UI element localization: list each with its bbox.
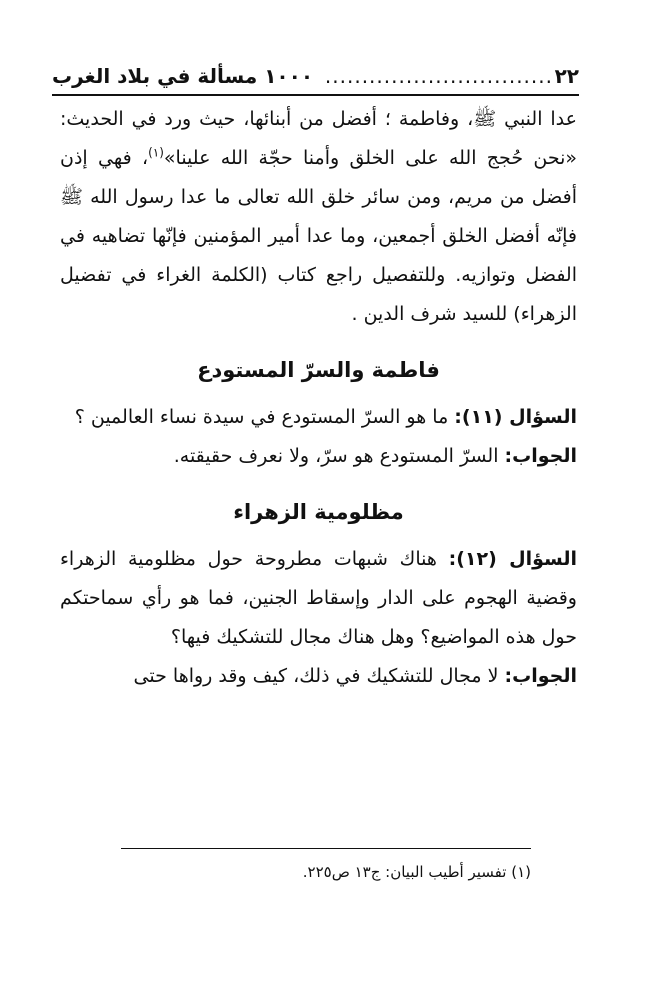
page-body	[60, 100, 577, 696]
page-number: ٢٢	[554, 64, 579, 88]
intro-text: عدا النبي ﷺ، وفاطمة ؛ أفضل من أبنائها، حيث ورد في الحديث: «نحن حُجج الله على الخلق وأمنا حجّة الله علينا»	[60, 108, 577, 169]
question-11	[60, 398, 577, 437]
question-12	[60, 540, 577, 657]
header-rule	[52, 94, 579, 96]
answer-12	[60, 657, 577, 696]
answer-11	[60, 437, 577, 476]
section-heading-oppression: مظلومية الزهراء	[233, 500, 404, 524]
intro-paragraph	[60, 100, 577, 334]
footnote-rule	[121, 848, 531, 849]
question-label: السؤال (١٢):	[448, 548, 577, 570]
header-leader-dots: ...............................	[324, 64, 553, 88]
footnote: (١) تفسير أطيب البيان: ج١٣ ص٢٢٥.	[302, 863, 531, 881]
page-header	[52, 58, 579, 94]
question-label: السؤال (١١):	[454, 406, 577, 428]
answer-text: السرّ المستودع هو سرّ، ولا نعرف حقيقته.	[173, 445, 499, 467]
answer-label: الجواب:	[504, 665, 577, 687]
question-text: ما هو السرّ المستودع في سيدة نساء العالمين ؟	[74, 406, 449, 428]
section-heading-secret: فاطمة والسرّ المستودع	[197, 358, 440, 382]
intro-text-cont: ، فهي إذن أفضل من مريم، ومن سائر خلق الله تعالى ما عدا رسول الله ﷺ فإنّه أفضل الخلق أجمعين، وما عدا أمير المؤمنين فإنّها تضاهيه في الفضل وتوازيه. وللتفصيل راجع كتاب (الكلمة الغراء في تفضيل الزهراء) للسيد شرف الدين .	[60, 147, 577, 325]
footnote-ref: (١)	[148, 145, 164, 160]
answer-label: الجواب:	[504, 445, 577, 467]
answer-text: لا مجال للتشكيك في ذلك، كيف وقد رواها حتى	[133, 665, 499, 687]
running-title: ١٠٠٠ مسألة في بلاد الغرب	[52, 64, 314, 88]
question-text: هناك شبهات مطروحة حول مظلومية الزهراء وقضية الهجوم على الدار وإسقاط الجنين، فما هو رأي سماحتكم حول هذه المواضيع؟ وهل هناك مجال للتشكيك فيها؟	[60, 548, 577, 648]
